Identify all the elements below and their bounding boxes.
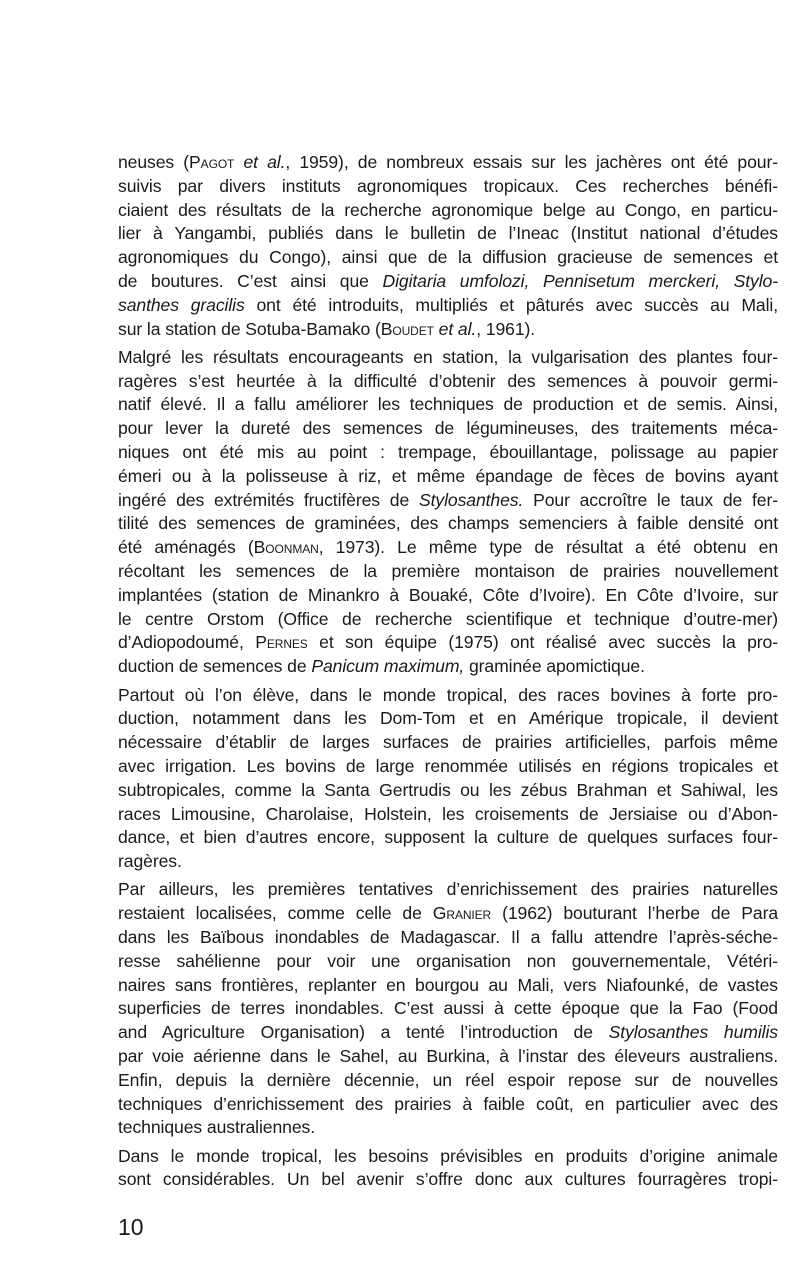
text-line <box>118 655 778 679</box>
text-line <box>118 417 778 441</box>
italic-text: Stylosanthes. <box>418 489 524 510</box>
text-line <box>118 608 778 632</box>
text-line <box>118 346 778 370</box>
author-name: Boonman <box>253 537 319 558</box>
text-segment: émeri ou à la polisseuse à riz, et même épandage de fèces de bovins ayant <box>118 465 778 486</box>
paragraph <box>118 1145 778 1193</box>
text-segment: neuses ( <box>118 152 190 172</box>
paragraph <box>118 878 778 1140</box>
text-line <box>118 1093 778 1117</box>
text-line <box>118 974 778 998</box>
text-segment: avec irrigation. Les bovins de large renommée utilisés en régions tropicales et <box>118 755 778 776</box>
text-line <box>118 997 778 1021</box>
text-line <box>118 512 778 536</box>
italic-text: et al. <box>438 318 477 339</box>
text-line <box>118 755 778 779</box>
text-line <box>118 199 778 223</box>
text-segment: et son équipe (1975) ont réalisé avec succès la pro- <box>307 632 778 653</box>
text-segment: techniques d’enrichissement des prairies à faible coût, en particulier avec des <box>118 1093 778 1114</box>
text-segment: dance, et bien d’autres encore, supposent la culture de quelques surfaces four- <box>118 827 778 848</box>
text-segment: tilité des semences de graminées, des champs semenciers à faible densité ont <box>118 513 778 534</box>
text-line <box>118 151 778 175</box>
text-line <box>118 318 778 342</box>
text-line <box>118 441 778 465</box>
text-segment: niques ont été mis au point : trempage, ébouillantage, polissage au papier <box>118 442 778 463</box>
text-segment: Partout où l’on élève, dans le monde tropical, des races bovines à forte pro- <box>118 684 778 705</box>
text-segment: ragères s’est heurtée à la difficulté d’obtenir des semences à pouvoir germi- <box>118 370 778 391</box>
text-line <box>118 731 778 755</box>
text-segment: ciaient des résultats de la recherche agronomique belge au Congo, en particu- <box>118 199 778 220</box>
text-line <box>118 294 778 318</box>
paragraph <box>118 684 778 874</box>
text-segment: implantées (station de Minankro à Bouaké, Côte d’Ivoire). En Côte d’Ivoire, sur <box>118 584 778 605</box>
text-line <box>118 926 778 950</box>
text-line <box>118 246 778 270</box>
italic-text: Digitaria umfolozi, Pennisetum merckeri, Stylo- <box>382 270 778 291</box>
text-segment: ingéré des extrémités fructifères de <box>118 489 419 510</box>
text-segment: graminée apomictique. <box>464 656 645 677</box>
text-line <box>118 1021 778 1045</box>
text-segment: , 1961). <box>476 318 536 339</box>
text-segment: par voie aérienne dans le Sahel, au Burkina, à l’instar des éleveurs australiens. <box>118 1045 778 1066</box>
text-line <box>118 1168 778 1192</box>
text-segment: naires sans frontières, replanter en bourgou au Mali, vers Niafounké, de vastes <box>118 974 778 995</box>
text-line <box>118 465 778 489</box>
text-line <box>118 175 778 199</box>
text-segment: restaient localisées, comme celle de <box>118 903 433 924</box>
paragraph <box>118 346 778 679</box>
text-segment: (1962) bouturant l’herbe de Para <box>491 903 779 924</box>
text-segment: subtropicales, comme la Santa Gertrudis ou les zébus Brahman et Sahiwal, les <box>118 779 778 800</box>
text-line <box>118 393 778 417</box>
text-segment: Malgré les résultats encourageants en station, la vulgarisation des plantes four- <box>118 346 778 367</box>
text-segment: sur la station de Sotuba-Bamako ( <box>118 318 381 339</box>
text-line <box>118 707 778 731</box>
text-segment: Pour accroître le taux de fer- <box>523 489 778 510</box>
text-segment: superficies de terres inondables. C’est aussi à cette époque que la Fao (Food <box>118 998 778 1019</box>
text-segment: récoltant les semences de la première montaison de prairies nouvellement <box>118 561 778 582</box>
italic-text: Stylosanthes humilis <box>608 1022 778 1043</box>
text-line <box>118 584 778 608</box>
text-line <box>118 560 778 584</box>
text-segment: , 1959), de nombreux essais sur les jachères ont été pour- <box>285 152 778 172</box>
text-line <box>118 536 778 560</box>
text-line <box>118 950 778 974</box>
text-line <box>118 222 778 246</box>
text-line <box>118 1145 778 1169</box>
author-name: Pernes <box>255 632 308 653</box>
text-segment: lier à Yangambi, publiés dans le bulletin de l’Ineac (Institut national d’études <box>118 223 778 244</box>
text-line <box>118 826 778 850</box>
text-line <box>118 779 778 803</box>
italic-text: Panicum maximum, <box>311 656 465 677</box>
text-line <box>118 1069 778 1093</box>
text-line <box>118 489 778 513</box>
body-text <box>118 151 778 1197</box>
text-line <box>118 850 778 874</box>
text-segment: and Agriculture Organisation) a tenté l’introduction de <box>118 1022 609 1043</box>
text-segment: suivis par divers instituts agronomiques tropicaux. Ces recherches bénéfi- <box>118 175 778 196</box>
italic-text: et al. <box>243 152 286 172</box>
text-line <box>118 1116 778 1140</box>
italic-text: santhes gracilis <box>118 294 245 315</box>
text-line <box>118 370 778 394</box>
text-segment: été aménagés ( <box>118 537 254 558</box>
text-line <box>118 270 778 294</box>
text-segment: duction de semences de <box>118 656 312 677</box>
text-segment: agronomiques du Congo), ainsi que de la diffusion gracieuse de semences et <box>118 247 778 268</box>
text-segment: dans les Baïbous inondables de Madagascar. Il a fallu attendre l’après-séche- <box>118 927 778 947</box>
text-segment: pour lever la dureté des semences de légumineuses, des traitements méca- <box>118 418 778 439</box>
page-number: 10 <box>118 1214 144 1240</box>
text-line <box>118 684 778 708</box>
text-segment: techniques australiennes. <box>118 1117 316 1138</box>
text-line <box>118 902 778 926</box>
text-segment: resse sahélienne pour voir une organisation non gouvernementale, Vétéri- <box>118 950 778 971</box>
text-segment: Dans le monde tropical, les besoins prévisibles en produits d’origine animale <box>118 1145 778 1166</box>
author-name: Granier <box>432 903 492 924</box>
text-segment: Par ailleurs, les premières tentatives d’enrichissement des prairies naturelles <box>118 879 778 900</box>
author-name: Pagot <box>189 152 235 172</box>
text-segment: ragères. <box>118 851 182 872</box>
text-line <box>118 803 778 827</box>
text-line <box>118 878 778 902</box>
text-segment: Enfin, depuis la dernière décennie, un réel espoir repose sur de nouvelles <box>118 1069 778 1090</box>
text-segment: sont considérables. Un bel avenir s’offre donc aux cultures fourragères tropi- <box>118 1169 778 1190</box>
text-segment: duction, notamment dans les Dom-Tom et en Amérique tropicale, il devient <box>118 708 778 729</box>
text-segment: d’Adiopodoumé, <box>118 632 256 653</box>
paragraph <box>118 151 778 341</box>
text-segment: nécessaire d’établir de larges surfaces de prairies artificielles, parfois même <box>118 732 778 753</box>
text-segment: , 1973). Le même type de résultat a été obtenu en <box>318 537 778 558</box>
text-line <box>118 631 778 655</box>
text-line <box>118 1045 778 1069</box>
text-segment: ont été introduits, multipliés et pâturés avec succès au Mali, <box>244 294 778 315</box>
text-segment: le centre Orstom (Office de recherche scientifique et technique d’outre-mer) <box>118 608 778 629</box>
text-segment: de boutures. C’est ainsi que <box>118 270 383 291</box>
author-name: Boudet <box>380 318 434 339</box>
text-segment: natif élevé. Il a fallu améliorer les techniques de production et de semis. Ainsi, <box>118 394 778 415</box>
text-segment: races Limousine, Charolaise, Holstein, les croisements de Jersiaise ou d’Abon- <box>118 803 778 824</box>
